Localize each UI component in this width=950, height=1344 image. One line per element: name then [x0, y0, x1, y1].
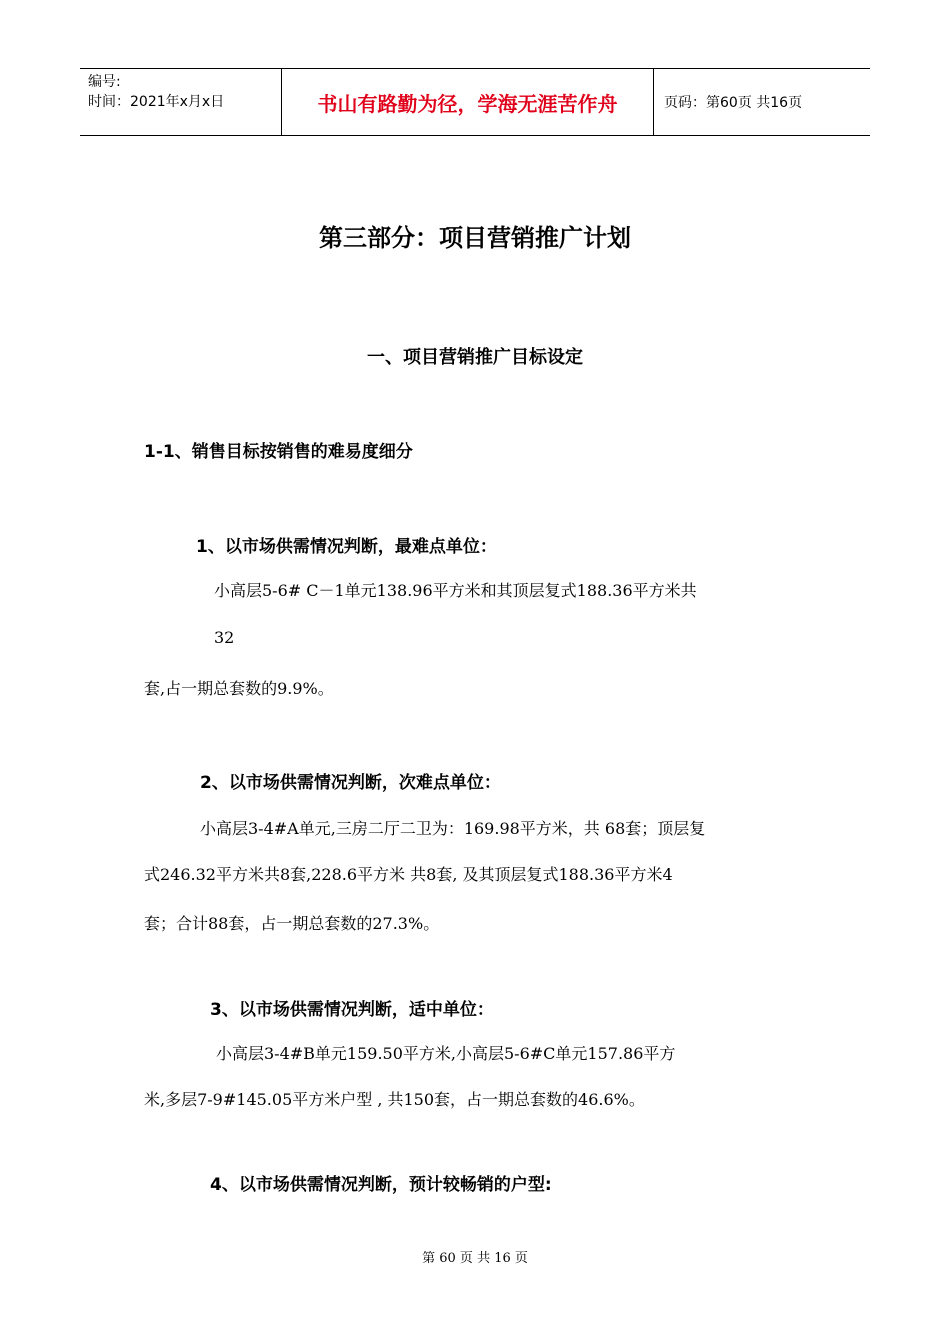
item-heading: 4、以市场供需情况判断，预计较畅销的户型: [210, 1175, 552, 1195]
subsection-title: 1-1、销售目标按销售的难易度细分 [144, 442, 413, 462]
section-title: 一、项目营销推广目标设定 [367, 347, 583, 368]
header-motto: 书山有路勤为径，学海无涯苦作舟 [282, 69, 654, 135]
page-title: 第三部分：项目营销推广计划 [319, 224, 631, 252]
header-date: 时间：2021年x月x日 [88, 94, 225, 110]
item-line: 32 [214, 628, 235, 647]
header-page: 页码：第60页 共16页 [664, 95, 803, 111]
header-meta [80, 69, 282, 135]
item-line: 小高层3-4#A单元,三房二厅二卫为：169.98平方米，共 68套；顶层复 [200, 819, 706, 838]
page-footer: 第 60 页 共 16 页 [422, 1251, 528, 1266]
item-heading: 1、以市场供需情况判断，最难点单位： [196, 537, 497, 557]
item-line: 米,多层7-9#145.05平方米户型 , 共150套，占一期总套数的46.6%。 [144, 1090, 645, 1109]
item-line: 小高层5-6# C－1单元138.96平方米和其顶层复式188.36平方米共 [214, 581, 697, 600]
page-header [80, 68, 870, 136]
item-line: 套,占一期总套数的9.9%。 [144, 679, 334, 698]
header-number: 编号: [88, 74, 121, 90]
item-heading: 2、以市场供需情况判断，次难点单位： [200, 773, 501, 793]
item-line: 式246.32平方米共8套,228.6平方米 共8套, 及其顶层复式188.36平方米4 [144, 865, 673, 884]
item-line: 小高层3-4#B单元159.50平方米,小高层5-6#C单元157.86平方 [216, 1044, 676, 1063]
item-line: 套；合计88套，占一期总套数的27.3%。 [144, 914, 440, 933]
item-heading: 3、以市场供需情况判断，适中单位： [210, 1000, 494, 1020]
